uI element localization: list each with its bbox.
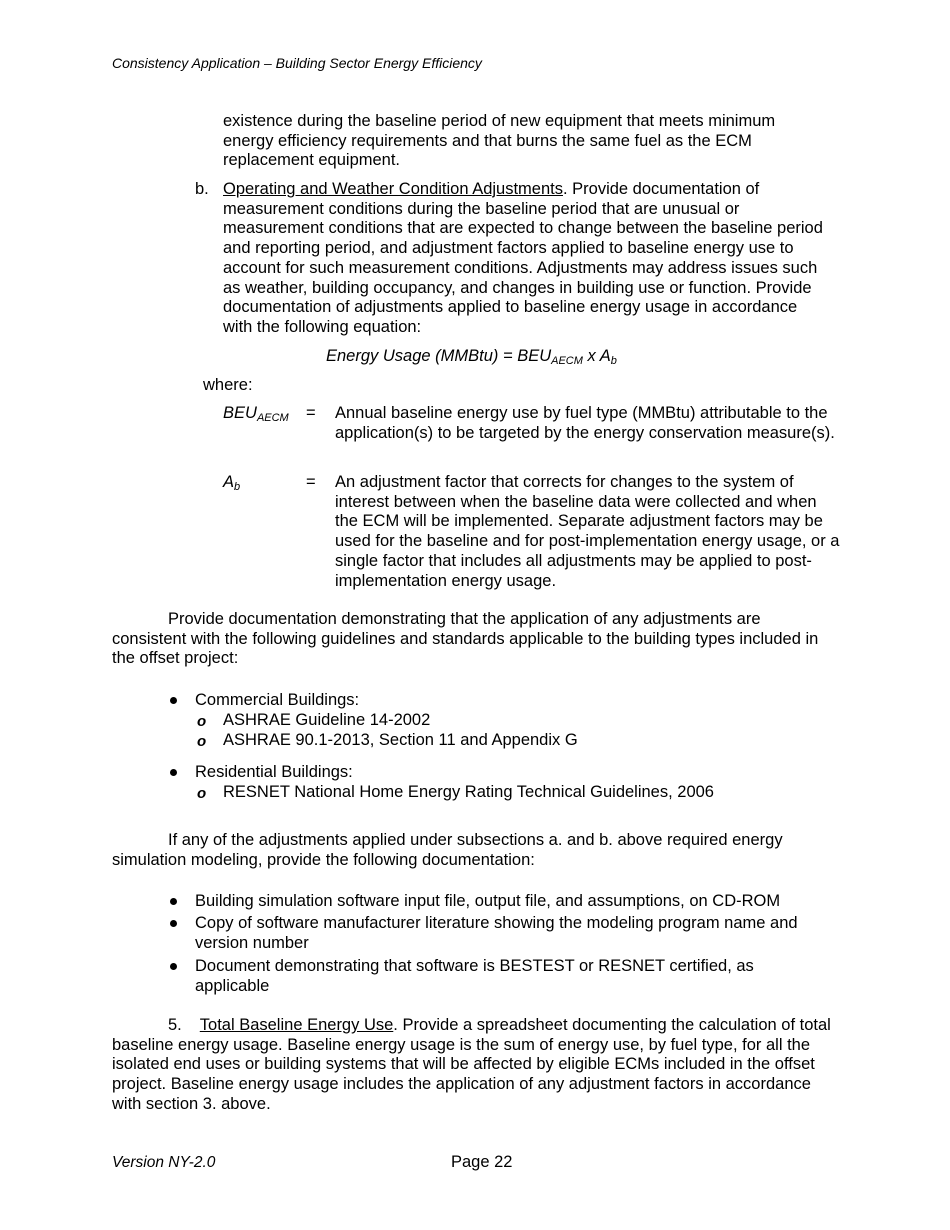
bullet-bestest-certified: Document demonstrating that software is BESTEST or RESNET certified, as applicable	[195, 957, 754, 995]
section-5-body: . Provide a spreadsheet documenting the calculation of total baseline energy usage. Baseline energy usage is the sum of energy use, by fuel type, for all the isolated end uses or building systems that will be affected by eligible ECMs included in the offset project. Baseline energy usage includes the application of any adjustment factors in accordance with section 3. above.	[112, 1016, 831, 1113]
definition-symbol-sub: b	[234, 481, 241, 493]
bullet-icon	[170, 697, 177, 704]
footer-page-number: Page 22	[451, 1153, 513, 1171]
definition-symbol-beu	[223, 404, 289, 423]
equation-subscript-b: b	[610, 355, 617, 367]
sub-bullet-ashrae-14: ASHRAE Guideline 14-2002	[223, 711, 431, 729]
bullet-residential: Residential Buildings:	[195, 763, 353, 781]
guidelines-paragraph: Provide documentation demonstrating that the application of any adjustments are consistent with the following guidelines and standards applicable to the building types included in the offset project:	[112, 610, 819, 668]
equation	[326, 347, 617, 366]
bullet-icon	[170, 769, 177, 776]
sub-bullet-resnet: RESNET National Home Energy Rating Technical Guidelines, 2006	[223, 783, 714, 801]
sub-bullet-icon: o	[197, 713, 207, 730]
continuation-paragraph: existence during the baseline period of new equipment that meets minimum energy efficiency requirements and that burns the same fuel as the ECM replacement equipment.	[223, 112, 776, 170]
equation-mid: x A	[582, 347, 611, 365]
item-b-paragraph	[223, 180, 823, 338]
bullet-commercial: Commercial Buildings:	[195, 691, 360, 709]
definition-symbol-text: A	[223, 473, 235, 491]
sub-bullet-ashrae-90: ASHRAE 90.1-2013, Section 11 and Appendix G	[223, 731, 578, 749]
definition-equals: =	[306, 404, 316, 422]
sub-bullet-icon: o	[197, 785, 207, 802]
definition-text-ab: An adjustment factor that corrects for changes to the system of interest between when the baseline data were collected and when the ECM will be implemented. Separate adjustment factors may be used for the baseline and for post-implementation energy usage, or a single factor that includes all adjustments may be applied to post-implementation energy usage.	[335, 473, 840, 590]
definition-symbol-ab	[223, 473, 240, 492]
equation-subscript-aecm: AECM	[551, 355, 583, 367]
definition-equals: =	[306, 473, 316, 491]
item-b-body: . Provide documentation of measurement conditions during the baseline period that are unusual or measurement conditions that are expected to change between the baseline period and reporting period, and adjustment factors applied to baseline energy use to account for such measurement conditions. Adjustments may address issues such as weather, building occupancy, and changes in building use or function. Provide documentation of adjustments applied to baseline energy usage in accordance with the following equation:	[223, 180, 823, 336]
item-b-marker: b.	[195, 180, 209, 198]
bullet-icon	[170, 920, 177, 927]
bullet-manufacturer-literature: Copy of software manufacturer literature showing the modeling program name and version number	[195, 914, 798, 952]
running-header: Consistency Application – Building Sector Energy Efficiency	[112, 55, 482, 71]
section-5-number: 5.	[168, 1016, 182, 1034]
bullet-icon	[170, 898, 177, 905]
definition-text-beu: Annual baseline energy use by fuel type (MMBtu) attributable to the application(s) to be targeted by the energy conservation measure(s).	[335, 404, 835, 442]
simulation-paragraph: If any of the adjustments applied under subsections a. and b. above required energy simulation modeling, provide the following documentation:	[112, 831, 783, 869]
sub-bullet-icon: o	[197, 733, 207, 750]
equation-lhs: Energy Usage (MMBtu) = BEU	[326, 347, 552, 365]
where-label: where:	[203, 376, 253, 394]
bullet-software-files: Building simulation software input file, output file, and assumptions, on CD-ROM	[195, 892, 781, 910]
item-b-title: Operating and Weather Condition Adjustments	[223, 180, 563, 198]
section-5-title: Total Baseline Energy Use	[199, 1016, 394, 1034]
definition-symbol-text: BEU	[223, 404, 257, 422]
section-5-paragraph	[112, 1016, 834, 1115]
footer-version: Version NY-2.0	[112, 1154, 216, 1171]
bullet-icon	[170, 963, 177, 970]
definition-symbol-sub: AECM	[256, 412, 289, 424]
